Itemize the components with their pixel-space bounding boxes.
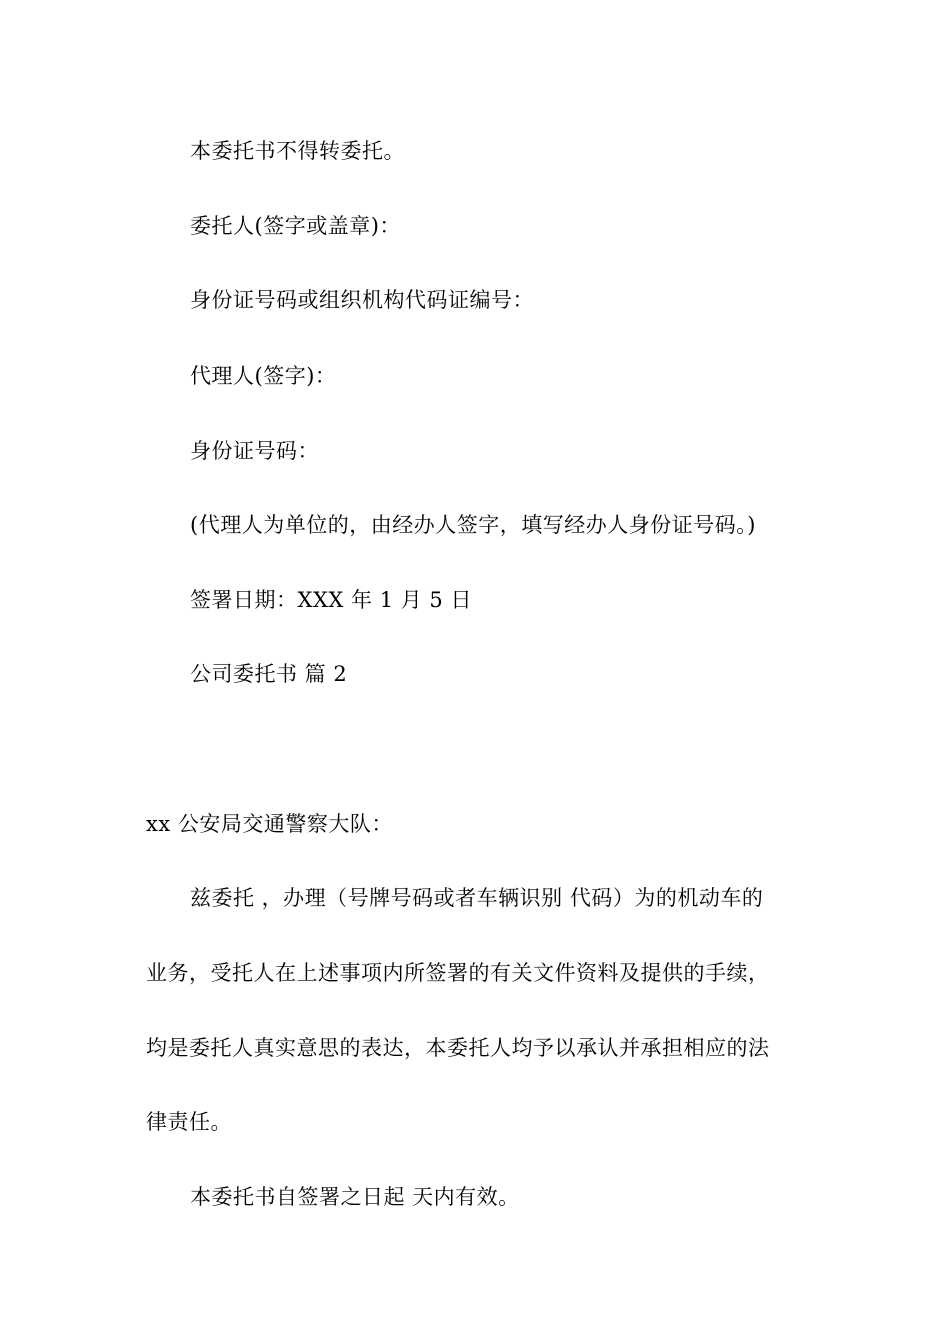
addressee-line: xx 公安局交通警察大队：: [146, 812, 393, 836]
agent-unit-note: (代理人为单位的，由经办人签字，填写经办人身份证号码。): [190, 513, 756, 537]
agent-signature-line: 代理人(签字)：: [190, 364, 337, 388]
validity-line: 本委托书自签署之日起 天内有效。: [190, 1185, 520, 1209]
principal-id-line: 身份证号码或组织机构代码证编号：: [190, 288, 534, 312]
body-paragraph-line-4: 律责任。: [146, 1110, 232, 1134]
body-paragraph-line-2: 业务，受托人在上述事项内所签署的有关文件资料及提供的手续，: [146, 961, 770, 985]
signing-date-line: 签署日期：XXX 年 1 月 5 日: [190, 588, 472, 612]
body-paragraph-line-1: 兹委托 ，办理（号牌号码或者车辆识别 代码）为的机动车的: [190, 886, 764, 910]
section-heading: 公司委托书 篇 2: [190, 662, 348, 686]
principal-signature-line: 委托人(签字或盖章)：: [190, 214, 401, 238]
agent-id-line: 身份证号码：: [190, 439, 319, 463]
no-sub-delegation-line: 本委托书不得转委托。: [190, 139, 405, 163]
body-paragraph-line-3: 均是委托人真实意思的表达，本委托人均予以承认并承担相应的法: [146, 1036, 770, 1060]
